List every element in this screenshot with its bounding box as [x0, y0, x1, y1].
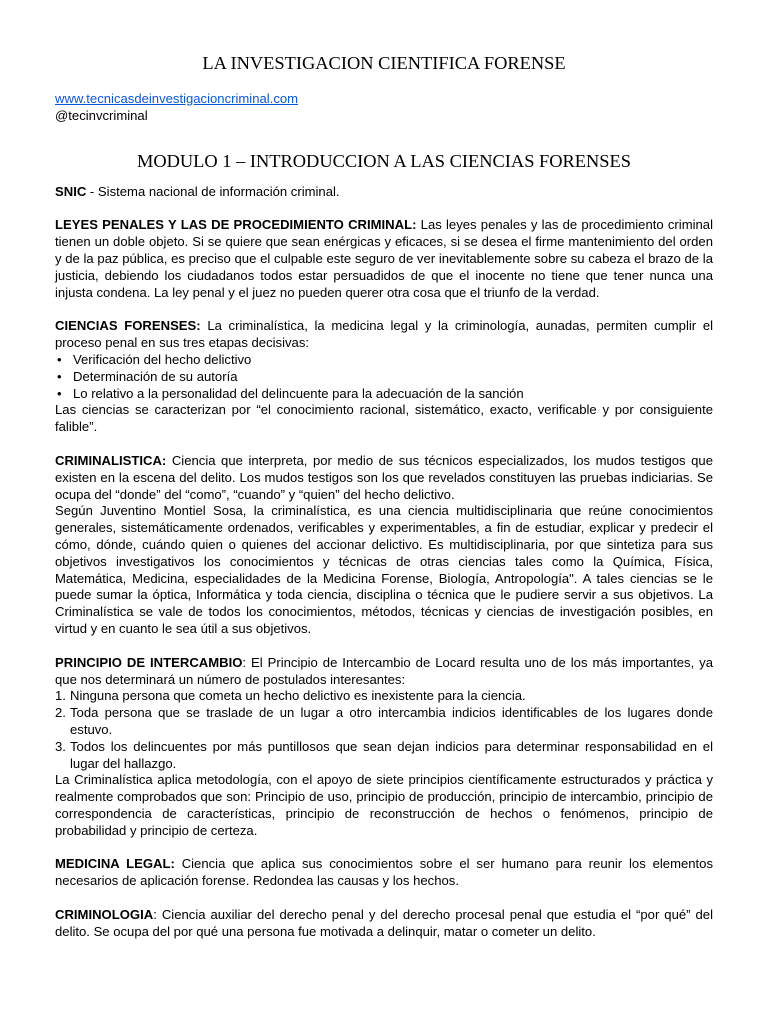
principio-term: PRINCIPIO DE INTERCAMBIO — [55, 654, 243, 670]
criminologia-paragraph — [55, 907, 713, 941]
criminologia-text: : Ciencia auxiliar del derecho penal y del derecho procesal penal que estudia el “por qué” del delito. Se ocupa del por qué una persona fue motivada a delinquir, matar o cometer un delito. — [55, 907, 713, 939]
list-item — [55, 688, 713, 705]
criminologia-term: CRIMINOLOGIA — [55, 907, 154, 923]
list-item — [55, 705, 713, 739]
document-body — [55, 51, 713, 941]
document-title: LA INVESTIGACION CIENTIFICA FORENSE — [202, 53, 566, 73]
list-item-text: Ninguna persona que cometa un hecho delictivo es inexistente para la ciencia. — [70, 688, 526, 704]
criminalistica-term: CRIMINALISTICA: — [55, 452, 167, 468]
list-number: 3. — [55, 738, 66, 754]
snic-paragraph — [55, 184, 713, 201]
list-item-text: Todos los delincuentes por más puntillosos que sean dejan indicios para determinar responsabilidad en el lugar del hallazgo. — [70, 738, 713, 771]
list-item — [55, 739, 713, 773]
medicina-text: Ciencia que aplica sus conocimientos sobre el ser humano para reunir los elementos necesarios de aplicación forense. Redondea las causas y los hechos. — [55, 856, 714, 889]
medicina-paragraph — [55, 856, 713, 890]
snic-term: SNIC — [55, 183, 87, 199]
leyes-text: Las leyes penales y las de procedimiento criminal tienen un doble objeto. Si se quiere que sean enérgicas y eficaces, si se desea el firme mantenimiento del orden y de la paz pública, es preciso que el culpable este seguro de ver inevitablemente sobre su cabeza el brazo de la justicia, debiendo los ciudadanos todos estar persuadidos de que el inocente no tiene que tener nunca una injusta condena. La ley penal y el juez no pueden querer otra cosa que el triunfo de la verdad. — [55, 217, 713, 300]
principio-after-paragraph: La Criminalística aplica metodología, con el apoyo de siete principios científicamente estructurados y práctica y realmente comprobados que son: Principio de uso, principio de producción, principio de intercambio, principio de correspondencia de características, principio de reconstrucción de hechos o fenómenos, principio de probabilidad y principio de certeza. — [55, 772, 713, 838]
list-item-text: Toda persona que se traslade de un lugar a otro intercambia indicios identificables de los lugares donde estuvo. — [70, 705, 713, 737]
list-item: • Verificación del hecho delictivo — [55, 352, 713, 369]
criminalistica-paragraph-2: Según Juventino Montiel Sosa, la criminalística, es una ciencia multidisciplinaria que reúne conocimientos generales, sistemáticamente ordenados, verificables y experimentables, a fin de estudiar, explicar y predecir el cómo, dónde, cuándo quien o quienes del accionar delictivo. Es multidisciplinaria, por que sintetiza para sus objetivos investigativos los conocimientos y técnicas de otras ciencias tales como la Química, Física, Matemática, Medicina, especialidades de la Medicina Forense, Biología, Antropología". A tales ciencias se le puede sumar la óptica, Informática y toda ciencia, disciplina o técnica que le pudiere servir a sus objetivos. La Criminalística se vale de todos los conocimientos, métodos, técnicas y ciencias de investigación posibles, en virtud y en cuanto le sea útil a sus objetivos. — [55, 503, 713, 636]
leyes-term: LEYES PENALES Y LAS DE PROCEDIMIENTO CRIMINAL: — [55, 217, 417, 233]
criminalistica-text: Ciencia que interpreta, por medio de sus técnicos especializados, los mudos testigos que existen en la escena del delito. Los mudos testigos son los que revelados constituyen las pruebas indiciarias. Se ocupa del “donde” del “como”, “cuando” y “quien” del hecho delictivo. — [55, 452, 713, 502]
criminalistica-paragraph — [55, 453, 713, 503]
principio-paragraph — [55, 655, 713, 689]
website-link[interactable]: www.tecnicasdeinvestigacioncriminal.com — [55, 91, 299, 106]
list-item: • Determinación de su autoría — [55, 369, 713, 386]
list-number: 2. — [55, 705, 66, 721]
principio-text: : El Principio de Intercambio de Locard resulta uno de los más importantes, ya que nos determinará un número de postulados interesantes: — [55, 654, 713, 687]
social-handle: @tecinvcriminal — [55, 107, 148, 123]
ciencias-paragraph — [55, 318, 713, 352]
principio-numbered-list — [55, 688, 713, 772]
ciencias-bullet-list — [55, 352, 713, 402]
ciencias-after-paragraph: Las ciencias se caracterizan por “el conocimiento racional, sistemático, exacto, verificable y por consiguiente falible”. — [55, 402, 713, 435]
ciencias-text: La criminalística, la medicina legal y la criminología, aunadas, permiten cumplir el proceso penal en sus tres etapas decisivas: — [55, 318, 714, 351]
module-title: MODULO 1 – INTRODUCCION A LAS CIENCIAS FORENSES — [136, 150, 632, 171]
list-number: 1. — [55, 688, 66, 704]
leyes-paragraph — [55, 217, 713, 301]
snic-text: - Sistema nacional de información criminal. — [86, 183, 340, 199]
list-item: • Lo relativo a la personalidad del delincuente para la adecuación de la sanción — [55, 386, 713, 403]
ciencias-term: CIENCIAS FORENSES: — [55, 318, 201, 334]
medicina-term: MEDICINA LEGAL: — [55, 856, 175, 872]
